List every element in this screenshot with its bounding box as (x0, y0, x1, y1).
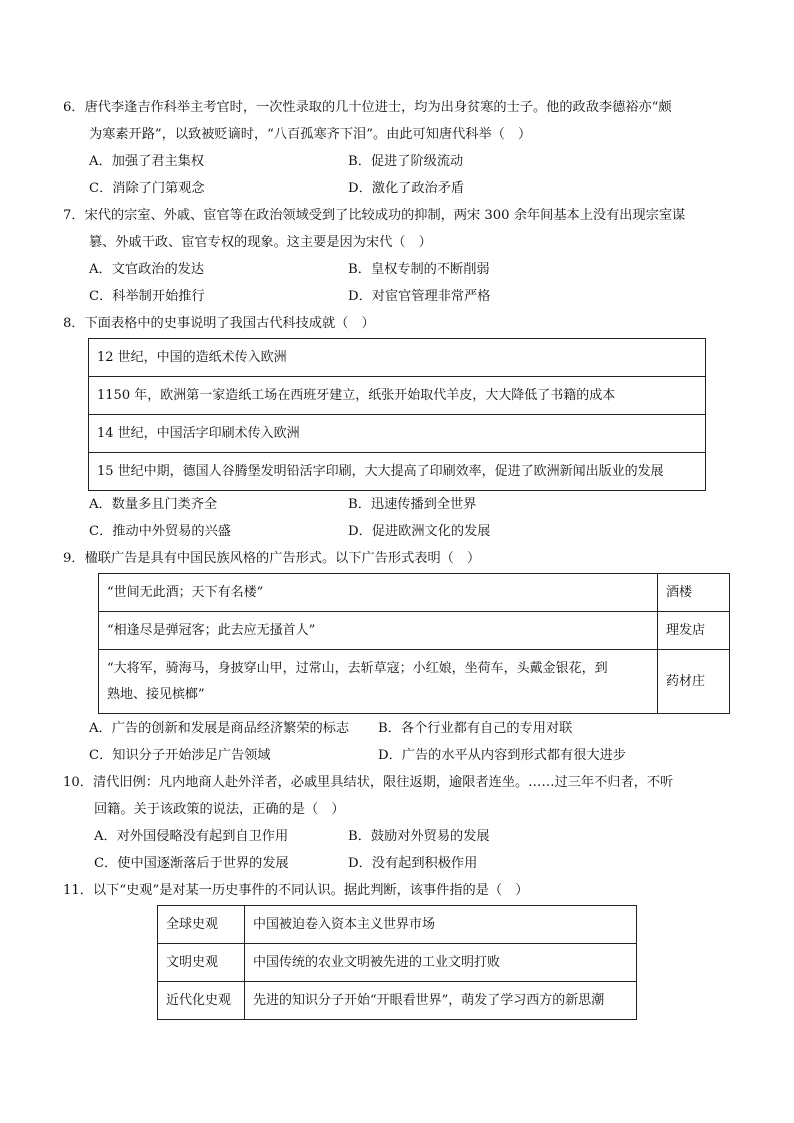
q9-couplet (99, 650, 658, 714)
q9-shop: 理发店 (658, 612, 730, 650)
q9-couplet: “相逢尽是弹冠客；此去应无搔首人” (99, 612, 658, 650)
q6-option-d: D．激化了政治矛盾 (348, 181, 465, 196)
q7-option-b: B．皇权专制的不断削弱 (348, 262, 490, 277)
q9-shop: 酒楼 (658, 574, 730, 612)
q8-option-b: B．迅速传播到全世界 (348, 497, 477, 512)
q8-table-cell: 12 世纪，中国的造纸术传入欧洲 (89, 339, 706, 377)
table-row (158, 944, 637, 982)
q8-table (88, 338, 706, 491)
table-row (89, 415, 706, 453)
q7-option-c: C．科举制开始推行 (89, 289, 205, 304)
q11-text: 中国被迫卷入资本主义世界市场 (245, 906, 637, 944)
q7-stem-line2: 篡、外戚干政、宦官专权的现象。这主要是因为宋代（ ） (89, 235, 432, 250)
q10-option-a: A．对外国侵略没有起到自卫作用 (94, 829, 289, 844)
table-row (89, 339, 706, 377)
q8-option-c: C．推动中外贸易的兴盛 (89, 524, 231, 539)
q8-table-cell: 1150 年，欧洲第一家造纸工场在西班牙建立，纸张开始取代羊皮，大大降低了书籍的成本 (89, 377, 706, 415)
q8-stem: 8．下面表格中的史事说明了我国古代科技成就（ ） (63, 316, 375, 331)
q7-option-d: D．对宦官管理非常严格 (348, 289, 491, 304)
q9-stem: 9．楹联广告是具有中国民族风格的广告形式。以下广告形式表明（ ） (63, 551, 481, 566)
q9-option-b: B．各个行业都有自己的专用对联 (378, 721, 573, 736)
q6-stem-line2: 为寒素开路”，以致被贬谪时，“八百孤寒齐下泪”。由此可知唐代科举（ ） (89, 127, 532, 142)
q9-couplet-line2: 熟地、接见槟榔” (107, 686, 205, 702)
q10-stem-line1: 10．清代旧例：凡内地商人赴外洋者，必戚里具结状，限往返期，逾限者连坐。……过三年不归者，不听 (63, 775, 674, 790)
q8-table-cell: 14 世纪，中国活字印刷术传入欧洲 (89, 415, 706, 453)
q7-option-a: A．文官政治的发达 (89, 262, 205, 277)
q6-option-c: C．消除了门第观念 (89, 181, 205, 196)
table-row (99, 574, 730, 612)
q8-option-d: D．促进欧洲文化的发展 (348, 524, 491, 539)
table-row (99, 612, 730, 650)
q9-table (98, 573, 730, 714)
q11-view: 近代化史观 (158, 982, 245, 1020)
q9-option-a: A．广告的创新和发展是商品经济繁荣的标志 (89, 721, 350, 736)
q11-text: 中国传统的农业文明被先进的工业文明打败 (245, 944, 637, 982)
q7-stem-line1: 7．宋代的宗室、外戚、宦官等在政治领域受到了比较成功的抑制，两宋 300 余年间基本上没有出现宗室谋 (63, 208, 686, 223)
table-row (99, 650, 730, 714)
q9-option-c: C．知识分子开始涉足广告领域 (89, 748, 271, 763)
q11-table (157, 905, 637, 1020)
q10-option-c: C．使中国逐渐落后于世界的发展 (94, 856, 289, 871)
q8-table-cell: 15 世纪中期，德国人谷腾堡发明铅活字印刷，大大提高了印刷效率，促进了欧洲新闻出版业的发展 (89, 453, 706, 491)
table-row (89, 377, 706, 415)
q6-option-a: A．加强了君主集权 (89, 154, 205, 169)
q11-stem: 11．以下“史观”是对某一历史事件的不同认识。据此判断，该事件指的是（ ） (63, 883, 529, 898)
q10-option-b: B．鼓励对外贸易的发展 (348, 829, 490, 844)
q10-option-d: D．没有起到积极作用 (348, 856, 478, 871)
table-row (158, 906, 637, 944)
q9-couplet-line1: “大将军，骑海马，身披穿山甲，过常山，去斩草寇；小红娘，坐荷车，头戴金银花，到 (107, 660, 608, 676)
q9-couplet: “世间无此酒；天下有名楼” (99, 574, 658, 612)
table-row (158, 982, 637, 1020)
q11-view: 文明史观 (158, 944, 245, 982)
q9-shop: 药材庄 (658, 650, 730, 714)
q11-text: 先进的知识分子开始“开眼看世界”，萌发了学习西方的新思潮 (245, 982, 637, 1020)
table-row (89, 453, 706, 491)
q9-option-d: D．广告的水平从内容到形式都有很大进步 (378, 748, 626, 763)
q6-stem-line1: 6．唐代李逢吉作科举主考官时，一次性录取的几十位进士，均为出身贫寒的士子。他的政敌李德裕亦“颇 (63, 100, 672, 115)
q8-option-a: A．数量多且门类齐全 (89, 497, 218, 512)
q11-view: 全球史观 (158, 906, 245, 944)
q6-option-b: B．促进了阶级流动 (348, 154, 464, 169)
q10-stem-line2: 回籍。关于该政策的说法，正确的是（ ） (94, 802, 345, 817)
